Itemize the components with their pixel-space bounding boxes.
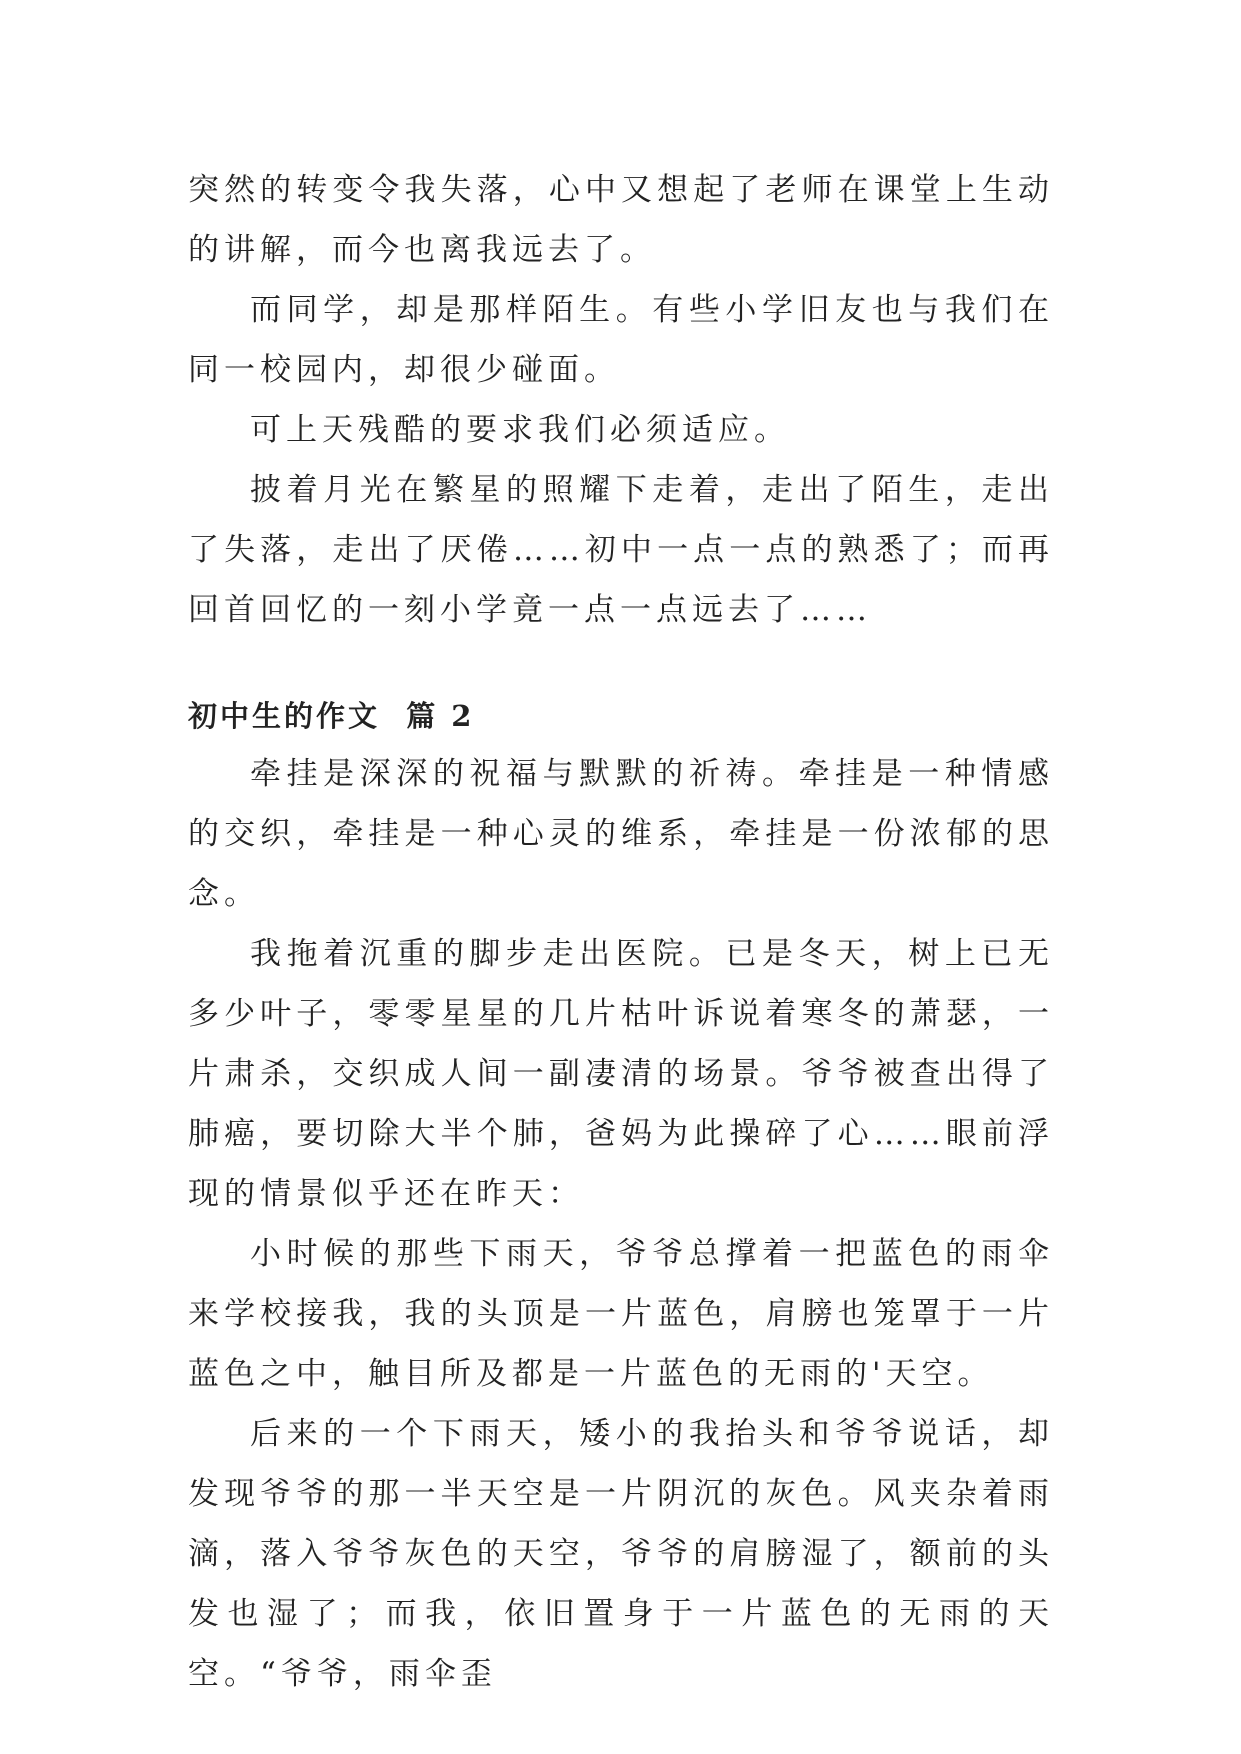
section-title: 初中生的作文 篇 2 — [188, 699, 475, 733]
paragraph: 我拖着沉重的脚步走出医院。已是冬天，树上已无多少叶子，零零星星的几片枯叶诉说着寒冬的萧瑟，一片肃杀，交织成人间一副凄清的场景。爷爷被查出得了肺癌，要切除大半个肺，爸妈为此操碎了心……眼前浮现的情景似乎还在昨天： — [188, 936, 1054, 1212]
paragraph: 可上天残酷的要求我们必须适应。 — [250, 412, 790, 448]
paragraph: 后来的一个下雨天，矮小的我抬头和爷爷说话，却发现爷爷的那一半天空是一片阴沉的灰色。风夹杂着雨滴，落入爷爷灰色的天空，爷爷的肩膀湿了，额前的头发也湿了；而我，依旧置身于一片蓝色的无雨的天空。“爷爷，雨伞歪 — [188, 1416, 1054, 1692]
document-page — [188, 160, 1054, 1704]
paragraph: 披着月光在繁星的照耀下走着，走出了陌生，走出了失落，走出了厌倦……初中一点一点的熟悉了；而再回首回忆的一刻小学竟一点一点远去了…… — [188, 472, 1054, 628]
paragraph: 而同学，却是那样陌生。有些小学旧友也与我们在同一校园内，却很少碰面。 — [188, 292, 1054, 388]
paragraph-continued: 突然的转变令我失落，心中又想起了老师在课堂上生动的讲解，而今也离我远去了。 — [188, 172, 1054, 268]
paragraph: 牵挂是深深的祝福与默默的祈祷。牵挂是一种情感的交织，牵挂是一种心灵的维系，牵挂是一份浓郁的思念。 — [188, 756, 1054, 912]
paragraph: 小时候的那些下雨天，爷爷总撑着一把蓝色的雨伞来学校接我，我的头顶是一片蓝色，肩膀也笼罩于一片蓝色之中，触目所及都是一片蓝色的无雨的'天空。 — [188, 1236, 1054, 1392]
